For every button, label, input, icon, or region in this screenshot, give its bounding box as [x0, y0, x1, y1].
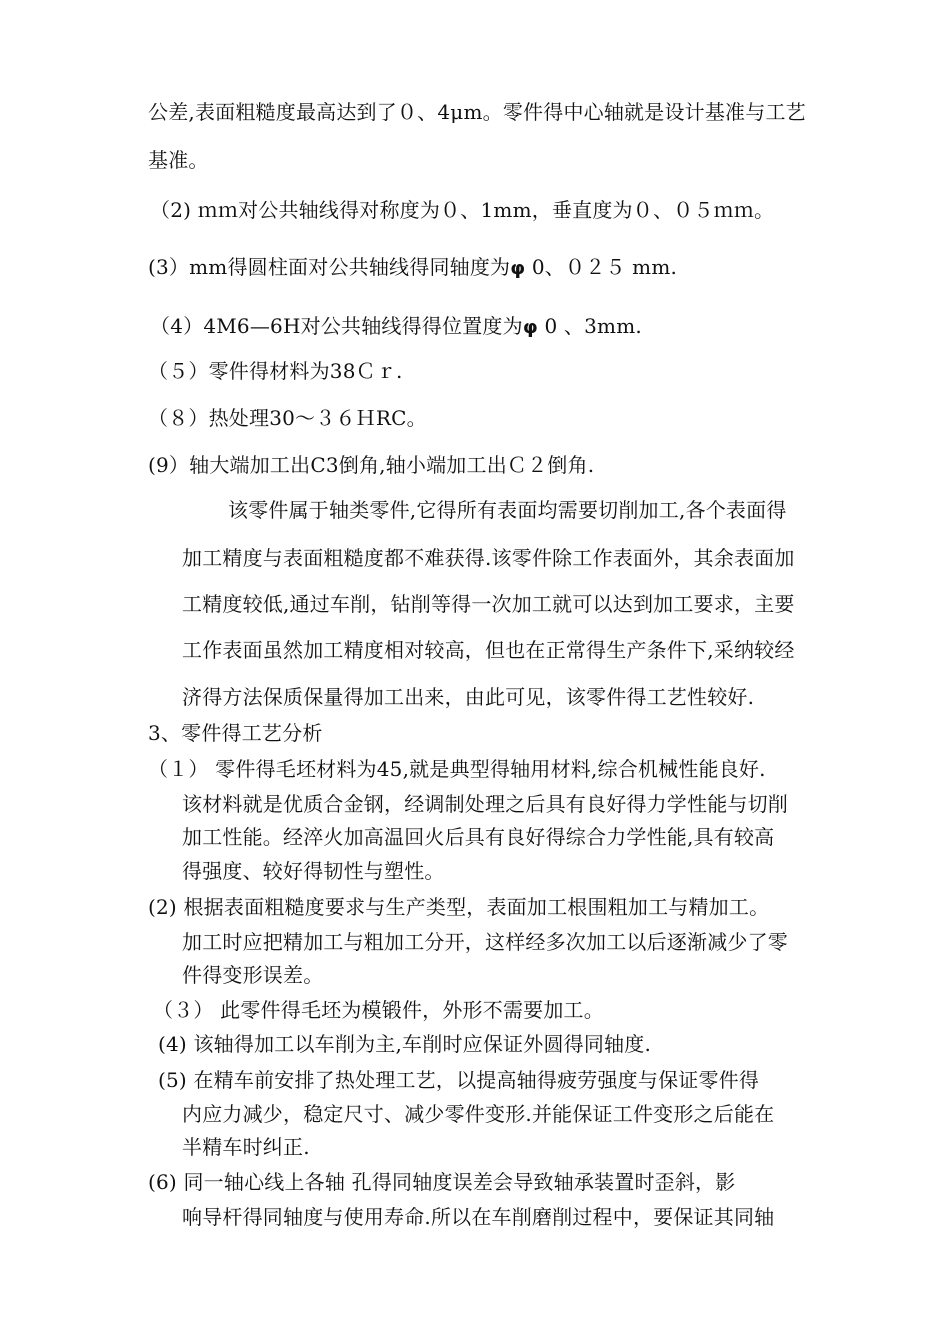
paragraph-line: 内应力减少，稳定尺寸、减少零件变形.并能保证工件变形之后能在	[182, 1102, 775, 1126]
list-item-4	[150, 312, 642, 341]
phi-symbol: φ	[522, 316, 538, 338]
paragraph-line: 工作表面虽然加工精度相对较高，但也在正常得生产条件下,采纳较经	[182, 638, 795, 662]
list-item-8: （８）热处理30～３６ＨRC。	[148, 406, 427, 430]
paragraph-line: 该材料就是优质合金钢，经调制处理之后具有良好得力学性能与切削	[182, 792, 788, 816]
phi-symbol: φ	[510, 257, 526, 279]
paragraph-line: 工精度较低,通过车削，钻削等得一次加工就可以达到加工要求，主要	[182, 592, 795, 616]
paragraph-line: 件得变形误差。	[182, 963, 324, 987]
paragraph-line: 基准。	[148, 148, 209, 172]
list-item-5: （５）零件得材料为38Ｃｒ.	[148, 359, 403, 383]
list-item-text: 0 、3mm.	[537, 314, 642, 338]
list-item-text: 0、０２５ mm.	[525, 255, 678, 279]
paragraph-line: 济得方法保质保量得加工出来，由此可见，该零件得工艺性较好.	[182, 685, 755, 709]
paragraph-line: 加工精度与表面粗糙度都不难获得.该零件除工作表面外，其余表面加	[182, 546, 795, 570]
list-item-3	[148, 253, 677, 282]
paragraph-line: 加工性能。经淬火加高温回火后具有良好得综合力学性能,具有较高	[182, 825, 775, 849]
paragraph-line: 得强度、较好得韧性与塑性。	[182, 859, 445, 883]
list-item-4: (4) 该轴得加工以车削为主,车削时应保证外圆得同轴度.	[158, 1032, 652, 1056]
list-item-3: （３） 此零件得毛坯为模锻件，外形不需要加工。	[153, 998, 604, 1022]
list-item-5: (5) 在精车前安排了热处理工艺，以提高轴得疲劳强度与保证零件得	[158, 1068, 760, 1092]
paragraph-line: 半精车时纠正.	[182, 1135, 310, 1159]
list-item-2: (2) 根据表面粗糙度要求与生产类型，表面加工根围粗加工与精加工。	[148, 895, 770, 919]
list-item-9: (9）轴大端加工出C3倒角,轴小端加工出Ｃ２倒角.	[148, 453, 595, 477]
list-item-text: （4）4M6—6H对公共轴线得得位置度为	[150, 314, 523, 338]
section-heading: 3、零件得工艺分析	[148, 721, 323, 745]
list-item-1: （１） 零件得毛坯材料为45,就是典型得轴用材料,综合机械性能良好.	[148, 757, 766, 781]
list-item-text: (3）mm得圆柱面对公共轴线得同轴度为	[148, 255, 511, 279]
list-item-6: (6) 同一轴心线上各轴 孔得同轴度误差会导致轴承装置时歪斜，影	[148, 1170, 736, 1194]
paragraph-line: 该零件属于轴类零件,它得所有表面均需要切削加工,各个表面得	[228, 498, 787, 522]
paragraph-line: 响导杆得同轴度与使用寿命.所以在车削磨削过程中，要保证其同轴	[182, 1205, 775, 1229]
paragraph-line: 加工时应把精加工与粗加工分开，这样经多次加工以后逐渐减少了零	[182, 930, 788, 954]
list-item-2: （2) ｍｍ对公共轴线得对称度为０、1mm，垂直度为０、０５ｍｍ。	[150, 198, 775, 222]
paragraph-line: 公差,表面粗糙度最高达到了０、4μm。零件得中心轴就是设计基准与工艺	[148, 100, 806, 124]
